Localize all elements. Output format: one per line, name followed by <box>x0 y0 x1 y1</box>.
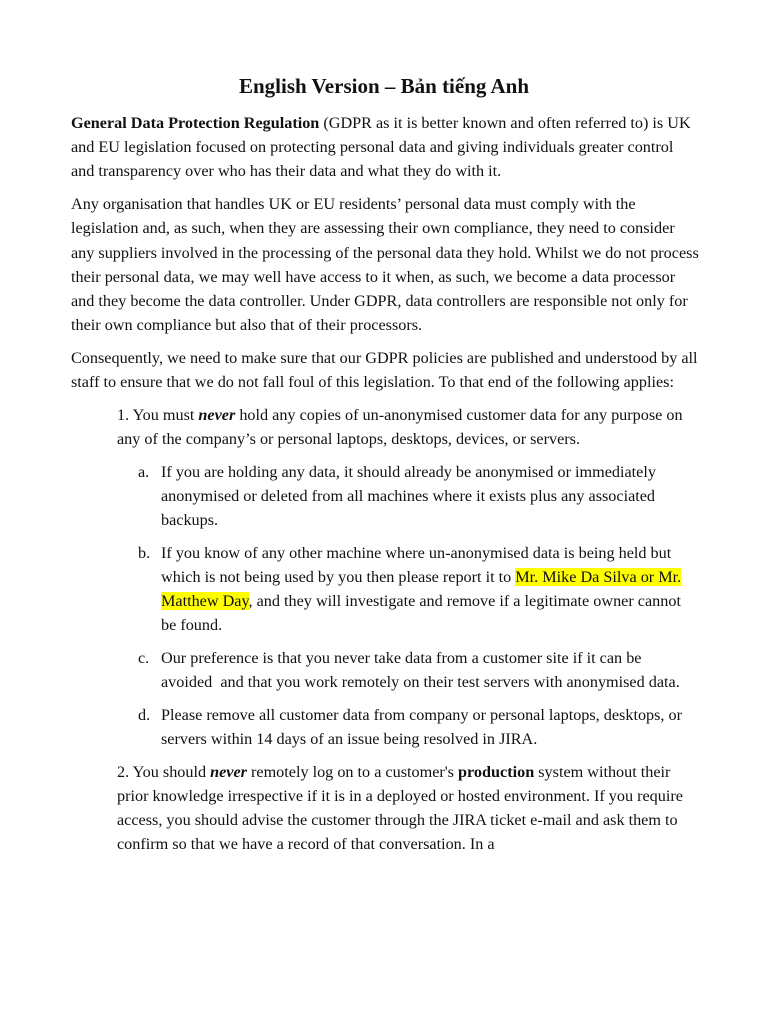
item2-lead: 2. You should <box>117 762 211 781</box>
sub-item-c-text: Our preference is that you never take data from a customer site if it can be avoided and that you work remotely on their test servers with anonymised data. <box>161 649 680 692</box>
item2-emphasis: never <box>210 762 247 781</box>
item1-text: hold any copies of un-anonymised customer data for any purpose on any of the company’s or personal laptops, desktops, devices, or servers. <box>117 405 683 448</box>
item2-mid: remotely log on to a customer's <box>246 762 459 781</box>
sub-item-c-marker: c. <box>138 649 150 668</box>
sub-item-b-text-after: , and they will investigate and remove if a legitimate owner cannot be found. <box>161 592 681 635</box>
list-item-1 <box>117 403 699 451</box>
paragraph-3: Consequently, we need to make sure that our GDPR policies are published and understood by all staff to ensure that we do not fall foul of this legislation. To that end of the following applies: <box>71 348 698 392</box>
paragraph-2: Any organisation that handles UK or EU residents’ personal data must comply with the legislation and, as such, when they are assessing their own compliance, they need to consider any suppliers involved in the processing of the personal data they hold. Whilst we do not process their personal data, we may well have access to it when, as such, we become a data processor and they become the data controller. Under GDPR, data controllers are responsible not only for their own compliance but also that of their processors. <box>71 195 699 335</box>
highlighted-contact-names: Mr. Mike Da Silva or Mr. Matthew Day <box>161 567 682 611</box>
sub-item-a-text: If you are holding any data, it should already be anonymised or immediately anonymised or deleted from all machines where it exists plus any associated backups. <box>161 462 656 530</box>
document-body <box>71 111 699 865</box>
item2-text: system without their prior knowledge irrespective if it is in a deployed or hosted environment. If you require access, you should advise the customer through the JIRA ticket e-mail and ask them to confirm so that we have a record of that conversation. In a <box>117 762 683 854</box>
sub-item-b-marker: b. <box>138 543 151 562</box>
item1-lead: 1. You must <box>117 405 199 424</box>
sub-item-a-marker: a. <box>138 462 150 481</box>
sub-item-c <box>138 646 699 694</box>
sub-item-d <box>138 703 699 751</box>
intro-text: (GDPR as it is better known and often referred to) is UK and EU legislation focused on protecting personal data and giving individuals greater control and transparency over who has their data and what they do with it. <box>71 114 691 181</box>
item1-emphasis: never <box>198 405 236 424</box>
sub-item-a <box>138 460 699 533</box>
item2-bold-production: production <box>458 762 535 781</box>
intro-bold-term: General Data Protection Regulation <box>71 114 320 132</box>
document-title: English Version – Bản tiếng Anh <box>238 74 530 98</box>
sub-item-d-marker: d. <box>138 705 151 724</box>
list-item-2 <box>117 760 699 857</box>
sub-item-d-text: Please remove all customer data from company or personal laptops, desktops, or servers within 14 days of an issue being resolved in JIRA. <box>161 705 683 749</box>
intro-paragraph <box>71 111 699 184</box>
sub-item-b-text-before: If you know of any other machine where un-anonymised data is being held but which is not being used by you then please report it to <box>161 543 672 586</box>
sub-item-b <box>138 541 699 638</box>
